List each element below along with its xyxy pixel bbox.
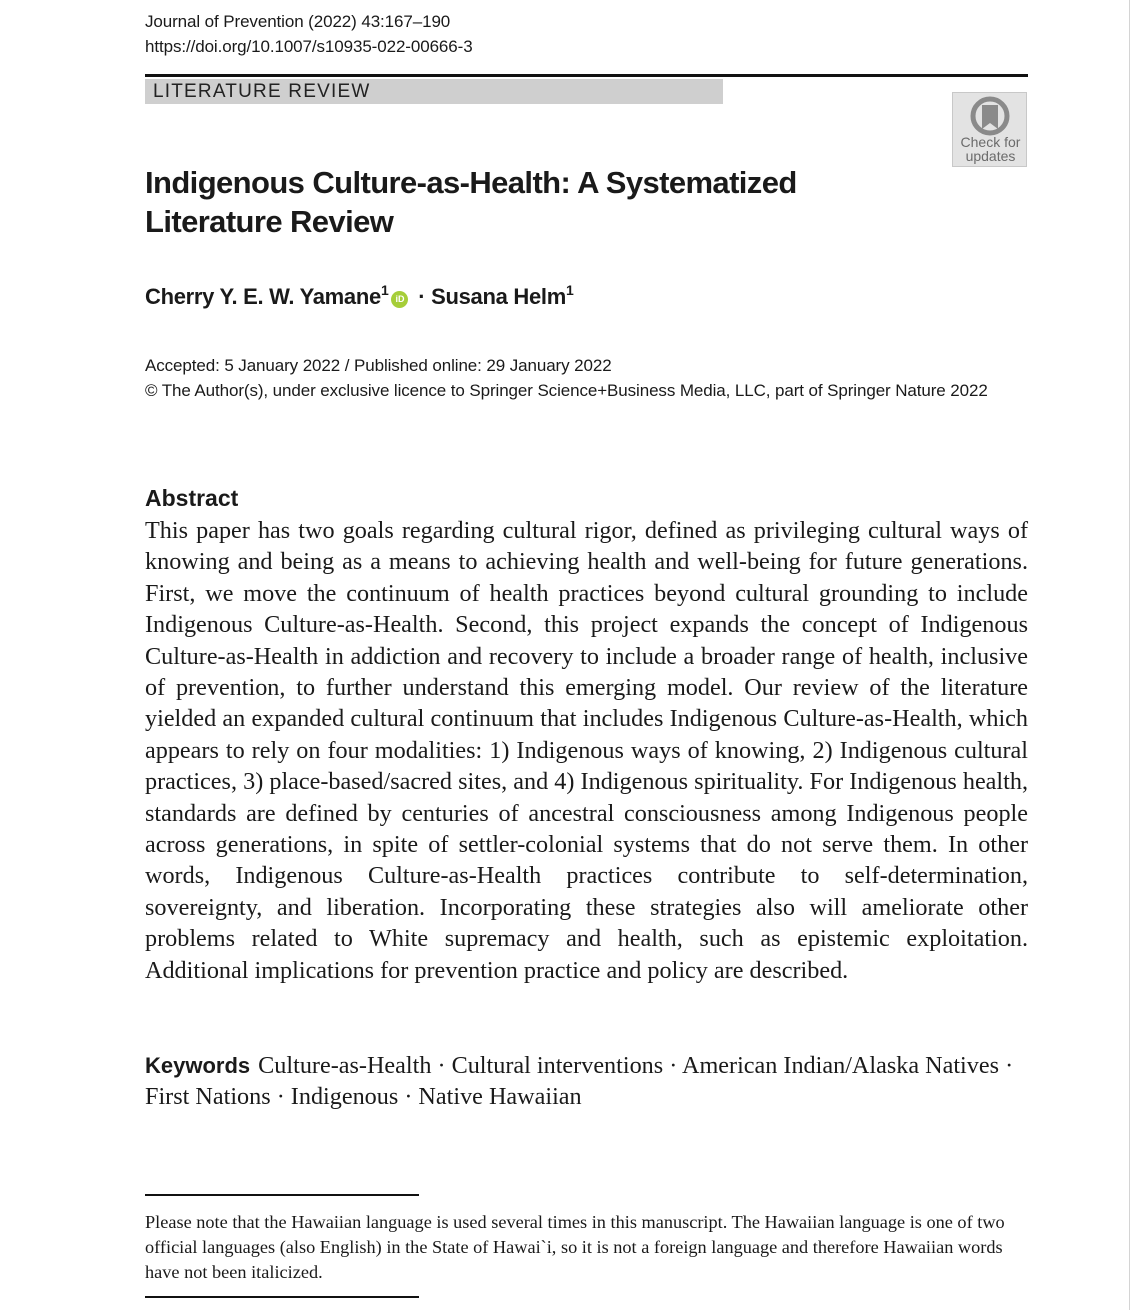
doi-link[interactable]: https://doi.org/10.1007/s10935-022-00666-3 [145, 37, 473, 56]
author-name[interactable]: Cherry Y. E. W. Yamane [145, 284, 381, 309]
check-for-updates-icon [968, 96, 1012, 136]
check-for-updates-badge[interactable] [952, 92, 1027, 167]
orcid-icon[interactable]: iD [391, 291, 408, 308]
article-title: Indigenous Culture-as-Health: A Systematized Literature Review [145, 165, 797, 239]
check-for-updates-label [953, 135, 1028, 163]
author-list [145, 282, 573, 312]
abstract-body: This paper has two goals regarding cultural rigor, defined as privileging cultural ways of knowing and being as a means to achieving health and well-being for future generations. First, we move the continuum of health practices beyond cultural grounding to include Indigenous Culture-as-Health. Second, this project expands the concept of Indigenous Culture-as-Health in addiction and recovery to include a broader range of health, inclusive of prevention, to further understand this emerging model. Our review of the literature yielded an expanded cultural continuum that includes Indigenous Culture-as-Health, which appears to rely on four modalities: 1) Indigenous ways of knowing, 2) Indigenous cultural practices, 3) place-based/sacred sites, and 4) Indigenous spirituality. For Indigenous health, standards are defined by centuries of ancestral consciousness among Indigenous people across generations, in spite of settler-colonial systems that do not serve them. In other words, Indigenous Culture-as-Health practices contribute to self-determination, sovereignty, and liberation. Incorporating these strategies also will ameliorate other problems related to White supremacy and health, such as epistemic exploitation. Additional implications for prevention practice and policy are described. [145, 517, 1028, 984]
page-edge-divider [1129, 0, 1130, 1310]
footnote-rule-bottom [145, 1296, 419, 1298]
section-label: LITERATURE REVIEW [153, 81, 371, 102]
publication-dates: Accepted: 5 January 2022 / Published online: 29 January 2022 [145, 356, 612, 375]
journal-citation: Journal of Prevention (2022) 43:167–190 [145, 12, 451, 31]
badge-line-2: updates [965, 148, 1016, 164]
keywords-label: Keywords [145, 1053, 251, 1078]
footnote-text: Please note that the Hawaiian language is used several times in this manuscript. The Hawaiian language is one of two official languages (also English) in the State of Hawai`i, so it is not a foreign language and therefore Hawaiian words have not been italicized. [145, 1212, 1005, 1282]
author-separator: · [412, 284, 432, 309]
author-name[interactable]: Susana Helm [431, 284, 566, 309]
badge-line-1: Check for [960, 134, 1021, 150]
keywords-section [145, 1050, 1028, 1113]
abstract-heading: Abstract [145, 485, 239, 511]
affiliation-marker: 1 [380, 282, 389, 298]
keywords-list: Culture-as-Health · Cultural interventions · American Indian/Alaska Natives · First Nations · Indigenous · Native Hawaiian [145, 1052, 1014, 1111]
section-label-band [145, 79, 723, 104]
footnote-rule-top [145, 1194, 419, 1196]
affiliation-marker: 1 [565, 282, 574, 298]
copyright-notice: © The Author(s), under exclusive licence to Springer Science+Business Media, LLC, part of Springer Nature 2022 [145, 381, 988, 400]
header-rule [145, 74, 1028, 77]
